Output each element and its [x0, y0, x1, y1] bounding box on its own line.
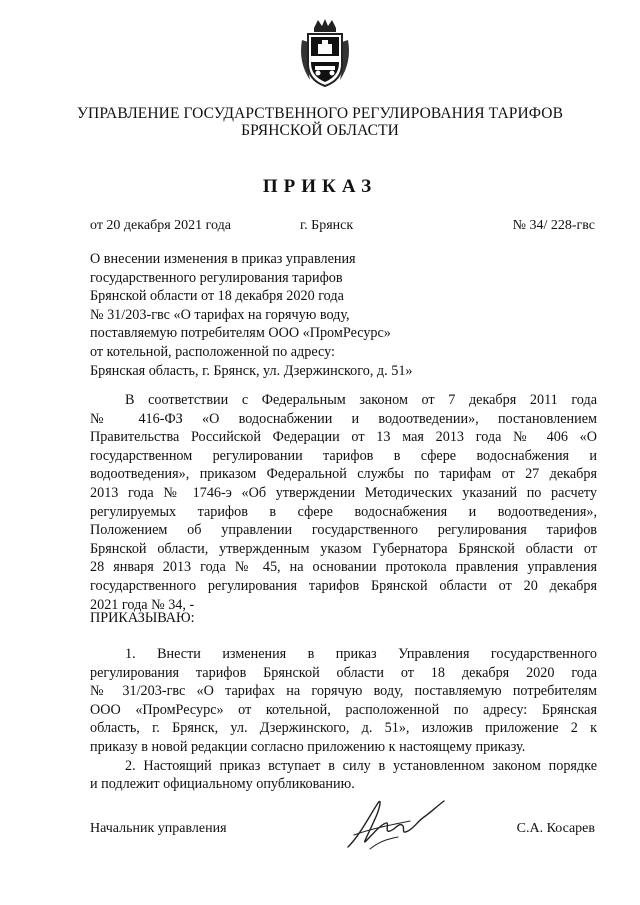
item-line: область, г. Брянск, ул. Дзержинского, д. 51», изложив приложение 2 к — [90, 720, 597, 737]
preamble-line: 28 января 2013 года № 45, на основании протокола правления управления — [90, 559, 597, 576]
preamble-line: регулируемых тарифов в сфере водоснабжения и водоотведения», — [90, 503, 597, 520]
subject-line: Брянская область, г. Брянск, ул. Дзержинского, д. 51» — [90, 362, 413, 379]
preamble-line: 2013 года № 1746-э «Об утверждении Методических указаний по расчету — [90, 484, 597, 501]
preamble-line: В соответствии с Федеральным законом от 7 декабря 2011 года — [125, 392, 597, 408]
item-line: ООО «ПромРесурс» от котельной, расположенной по адресу: Брянская — [90, 701, 597, 718]
preamble-line: Брянской области, утвержденным указом Губернатора Брянской области от — [90, 540, 597, 557]
document-date: от 20 декабря 2021 года — [90, 218, 231, 233]
document-city: г. Брянск — [300, 218, 354, 233]
preamble-line: водоотведения», приказом Федеральной службы по тарифам от 27 декабря — [90, 466, 597, 483]
preamble-line: государственном регулировании тарифов в сфере водоснабжения и — [90, 447, 597, 464]
subject-line: поставляемую потребителям ООО «ПромРесурс» — [90, 325, 391, 342]
signatory-name: С.А. Косарев — [516, 821, 595, 836]
document-number: № 34/ 228-гвс — [512, 218, 595, 233]
subject-line: государственного регулирования тарифов — [90, 269, 343, 286]
organization-name-line2: БРЯНСКОЙ ОБЛАСТИ — [241, 122, 399, 139]
signatory-position: Начальник управления — [90, 821, 227, 836]
order-word: ПРИКАЗЫВАЮ: — [90, 610, 195, 626]
subject-line: О внесении изменения в приказ управления — [90, 251, 356, 267]
item-line: приказу в новой редакции согласно приложению к настоящему приказу. — [90, 738, 526, 755]
preamble-line: Положением об управлении государственного регулирования тарифов — [90, 522, 597, 539]
subject-line: от котельной, расположенной по адресу: — [90, 343, 335, 360]
preamble-line: № 416-ФЗ «О водоснабжении и водоотведении», постановлением — [90, 410, 597, 427]
item-line: № 31/203-гвс «О тарифах на горячую воду, поставляемую потребителям — [90, 683, 597, 700]
document-title: ПРИКАЗ — [262, 176, 378, 197]
item-line: 2. Настоящий приказ вступает в силу в установленном законом порядке — [125, 757, 597, 774]
subject-line: № 31/203-гвс «О тарифах на горячую воду, — [90, 306, 350, 323]
subject-block — [90, 250, 413, 380]
handwritten-signature — [340, 795, 450, 855]
item-line: регулирования тарифов Брянской области от 18 декабря 2020 года — [90, 664, 597, 681]
preamble-line: 2021 года № 34, - — [90, 596, 195, 613]
preamble-paragraph — [90, 391, 597, 614]
coat-of-arms-icon — [296, 18, 354, 90]
subject-line: Брянской области от 18 декабря 2020 года — [90, 288, 344, 305]
preamble-line: государственного регулирования тарифов Брянской области от 20 декабря — [90, 577, 597, 594]
item-line: 1. Внести изменения в приказ Управления государственного — [125, 646, 597, 662]
organization-name-line1: УПРАВЛЕНИЕ ГОСУДАРСТВЕННОГО РЕГУЛИРОВАНИЯ ТАРИФОВ — [76, 105, 564, 122]
order-items — [90, 645, 597, 794]
item-line: и подлежит официальному опубликованию. — [90, 776, 355, 793]
preamble-line: Правительства Российской Федерации от 13 мая 2013 года № 406 «О — [90, 429, 597, 446]
